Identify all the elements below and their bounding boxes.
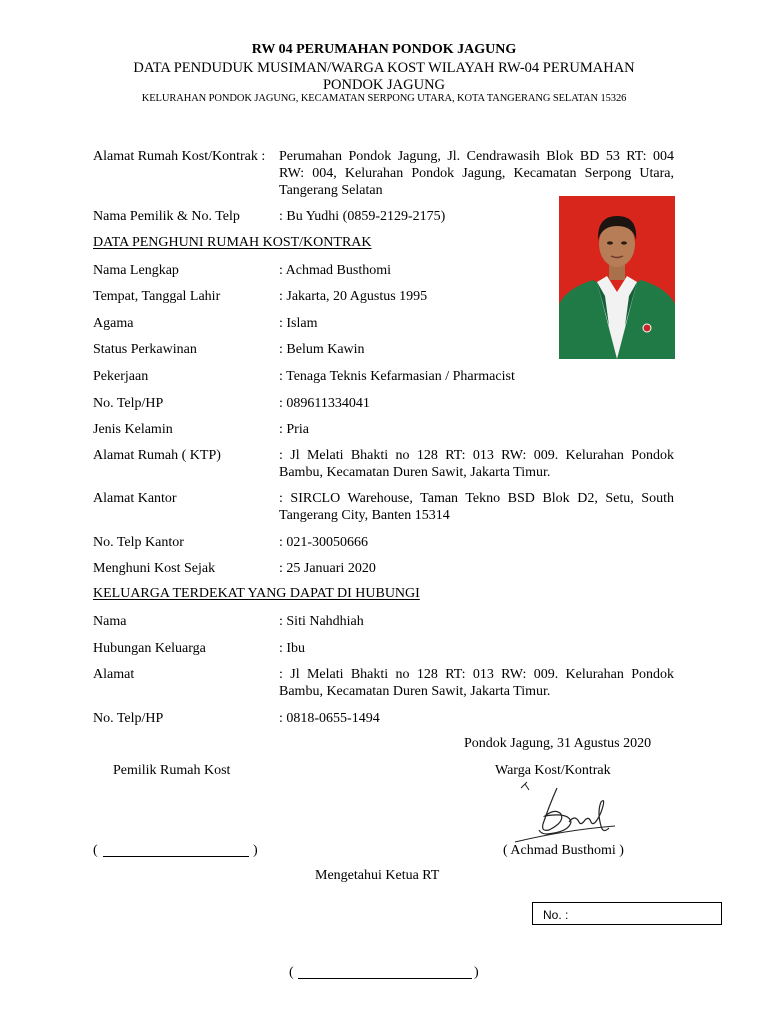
rt-signature-close: ): [474, 965, 479, 980]
family-phone-value: : 0818-0655-1494: [279, 711, 380, 726]
phone-value: : 089611334041: [279, 396, 370, 411]
office-address-value: : SIRCLO Warehouse, Taman Tekno BSD Blok D2, Setu, South Tangerang City, Banten 15314: [279, 491, 674, 523]
gender-value: : Pria: [279, 422, 309, 437]
rt-signature-open: (: [289, 965, 294, 980]
resident-signature-name: ( Achmad Busthomi ): [503, 843, 624, 858]
family-name-value: : Siti Nahdhiah: [279, 614, 364, 629]
place-date: Pondok Jagung, 31 Agustus 2020: [464, 736, 652, 751]
family-address-value: : Jl Melati Bhakti no 128 RT: 013 RW: 009. Kelurahan Pondok Bambu, Kecamatan Duren Sawit, Jakarta Timur.: [279, 667, 674, 699]
document-location: KELURAHAN PONDOK JAGUNG, KECAMATAN SERPONG UTARA, KOTA TANGERANG SELATAN 15326: [141, 93, 627, 104]
birth-label: Tempat, Tanggal Lahir: [93, 289, 221, 304]
full-name-label: Nama Lengkap: [93, 263, 179, 278]
since-value: : 25 Januari 2020: [279, 561, 376, 576]
religion-label: Agama: [93, 316, 134, 331]
marital-status-label: Status Perkawinan: [93, 342, 197, 357]
since-label: Menghuni Kost Sejak: [93, 561, 216, 576]
home-address-value: : Jl Melati Bhakti no 128 RT: 013 RW: 009. Kelurahan Pondok Bambu, Kecamatan Duren Sawit, Jakarta Timur.: [279, 448, 674, 480]
document-title: RW 04 PERUMAHAN PONDOK JAGUNG: [251, 42, 517, 57]
full-name-value: : Achmad Busthomi: [279, 263, 391, 278]
relationship-label: Hubungan Keluarga: [93, 641, 206, 656]
office-phone-value: : 021-30050666: [279, 535, 369, 550]
owner-signature-close: ): [253, 843, 258, 858]
property-address-value: Perumahan Pondok Jagung, Jl. Cendrawasih Blok BD 53 RT: 004 RW: 004, Kelurahan Pondok Jagung, Kecamatan Serpong Utara, Tangerang Selatan: [279, 149, 674, 198]
occupation-value: : Tenaga Teknis Kefarmasian / Pharmacist: [279, 369, 515, 384]
document-subtitle-line-1: DATA PENDUDUK MUSIMAN/WARGA KOST WILAYAH RW-04 PERUMAHAN: [133, 60, 635, 76]
occupation-label: Pekerjaan: [93, 369, 149, 384]
owner-value: : Bu Yudhi (0859-2129-2175): [279, 209, 446, 224]
resident-signature-title: Warga Kost/Kontrak: [495, 763, 611, 778]
rt-signature-line: [298, 978, 472, 979]
document-subtitle-line-2: PONDOK JAGUNG: [322, 77, 446, 93]
owner-signature-title: Pemilik Rumah Kost: [113, 763, 231, 778]
home-address-label: Alamat Rumah ( KTP): [93, 448, 221, 463]
family-address-label: Alamat: [93, 667, 135, 682]
property-address-label: Alamat Rumah Kost/Kontrak :: [93, 149, 266, 164]
owner-label: Nama Pemilik & No. Telp: [93, 209, 240, 224]
family-name-label: Nama: [93, 614, 127, 629]
family-section-title: KELUARGA TERDEKAT YANG DAPAT DI HUBUNGI: [93, 586, 420, 601]
office-phone-label: No. Telp Kantor: [93, 535, 184, 550]
document-subtitle: [0, 60, 768, 94]
owner-signature-open: (: [93, 843, 98, 858]
religion-value: : Islam: [279, 316, 318, 331]
owner-signature-line: [103, 856, 249, 857]
rt-approval-title: Mengetahui Ketua RT: [315, 868, 440, 883]
resident-section-title: DATA PENGHUNI RUMAH KOST/KONTRAK: [93, 235, 372, 250]
phone-label: No. Telp/HP: [93, 396, 164, 411]
relationship-value: : Ibu: [279, 641, 306, 656]
birth-value: : Jakarta, 20 Agustus 1995: [279, 289, 428, 304]
marital-status-value: : Belum Kawin: [279, 342, 365, 357]
document-number-box: No. :: [532, 902, 722, 925]
office-address-label: Alamat Kantor: [93, 491, 177, 506]
family-phone-label: No. Telp/HP: [93, 711, 164, 726]
gender-label: Jenis Kelamin: [93, 422, 173, 437]
